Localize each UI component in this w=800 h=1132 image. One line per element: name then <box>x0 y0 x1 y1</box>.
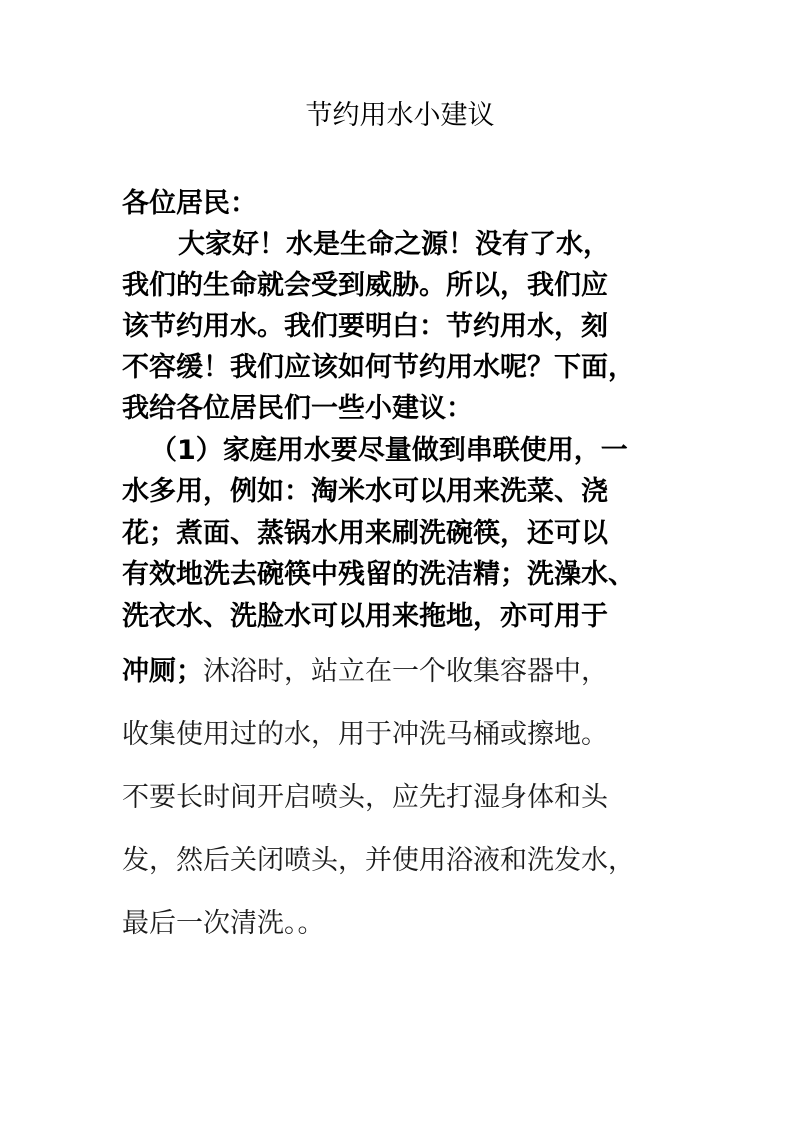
paragraph-line: （1）家庭用水要尽量做到串联使用，一 <box>150 435 628 466</box>
paragraph-line: 水多用，例如：淘米水可以用来洗菜、浇 <box>122 476 608 507</box>
paragraph-line: 大家好！水是生命之源！没有了水， <box>178 229 610 260</box>
paragraph-line: 我们的生命就会受到威胁。所以，我们应 <box>122 270 608 301</box>
paragraph-line: 我给各位居民们一些小建议： <box>122 393 473 424</box>
mixed-bold-text: 冲厕； <box>122 656 203 687</box>
document-title: 节约用水小建议 <box>305 100 495 131</box>
paragraph-line: 花；煮面、蒸锅水用来刷洗碗筷，还可以 <box>122 518 608 549</box>
paragraph-line: 收集使用过的水，用于冲洗马桶或擦地。 <box>122 719 608 750</box>
paragraph-line: 最后一次清洗。。 <box>122 908 325 939</box>
paragraph-line: 该节约用水。我们要明白：节约用水，刻 <box>122 311 608 342</box>
paragraph-line: 不容缓！我们应该如何节约用水呢？下面， <box>122 352 635 383</box>
paragraph-line-mixed <box>122 652 608 692</box>
paragraph-line: 发，然后关闭喷头，并使用浴液和洗发水， <box>122 845 635 876</box>
paragraph-line: 不要长时间开启喷头，应先打湿身体和头 <box>122 782 608 813</box>
paragraph-line: 洗衣水、洗脸水可以用来拖地，亦可用于 <box>122 601 608 632</box>
paragraph-line: 有效地洗去碗筷中残留的洗洁精；洗澡水、 <box>122 559 635 590</box>
greeting: 各位居民： <box>122 188 257 219</box>
mixed-normal-text: 沐浴时，站立在一个收集容器中， <box>203 656 608 687</box>
